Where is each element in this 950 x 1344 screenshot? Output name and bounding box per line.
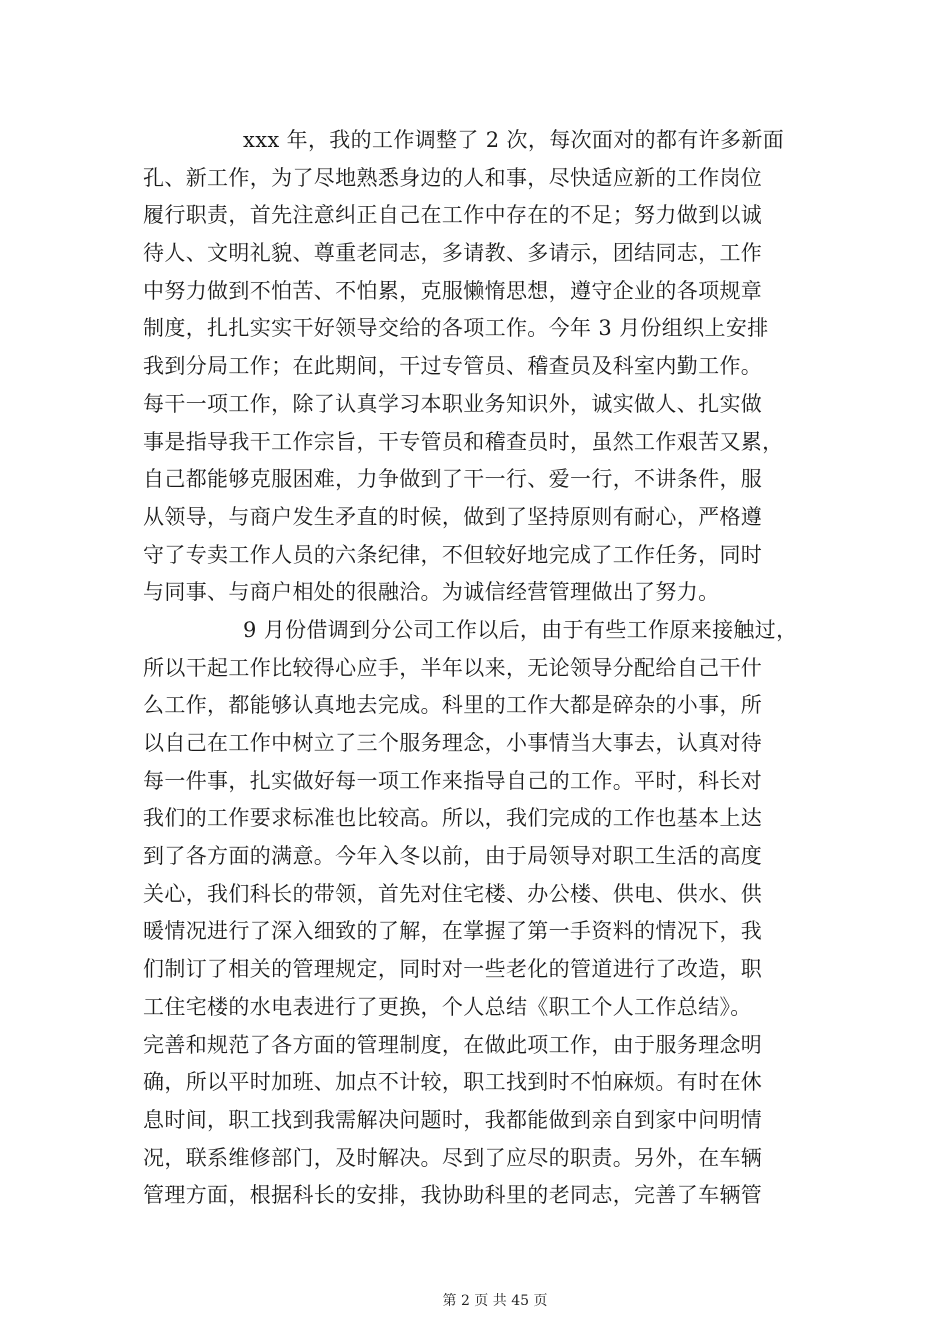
paragraph-1-line: 自己都能够克服困难，力争做到了干一行、爱一行，不讲条件，服 bbox=[143, 467, 763, 492]
paragraph-2-line: 么工作，都能够认真地去完成。科里的工作大都是碎杂的小事，所 bbox=[143, 693, 763, 718]
paragraph-2-line: 完善和规范了各方面的管理制度，在做此项工作，由于服务理念明 bbox=[143, 1032, 763, 1057]
paragraph-2-line: 们制订了相关的管理规定，同时对一些老化的管道进行了改造，职 bbox=[143, 957, 763, 982]
paragraph-1-line: 事是指导我干工作宗旨，干专管员和稽查员时，虽然工作艰苦又累， bbox=[143, 429, 784, 454]
paragraph-1-line: 我到分局工作；在此期间，干过专管员、稽查员及科室内勤工作。 bbox=[143, 354, 763, 379]
paragraph-1-line: 孔、新工作，为了尽地熟悉身边的人和事，尽快适应新的工作岗位 bbox=[143, 165, 763, 190]
paragraph-2-line: 我们的工作要求标准也比较高。所以，我们完成的工作也基本上达 bbox=[143, 806, 763, 831]
paragraph-1-line: 中努力做到不怕苦、不怕累，克服懒惰思想，遵守企业的各项规章 bbox=[143, 278, 763, 303]
paragraph-2-line: 每一件事，扎实做好每一项工作来指导自己的工作。平时，科长对 bbox=[143, 768, 763, 793]
paragraph-2-line: 况，联系维修部门，及时解决。尽到了应尽的职责。另外，在车辆 bbox=[143, 1145, 763, 1170]
paragraph-1-line: 每干一项工作，除了认真学习本职业务知识外，诚实做人、扎实做 bbox=[143, 391, 763, 416]
paragraph-1-line: 与同事、与商户相处的很融洽。为诚信经营管理做出了努力。 bbox=[143, 580, 720, 605]
paragraph-1-line: 守了专卖工作人员的六条纪律，不但较好地完成了工作任务，同时 bbox=[143, 542, 763, 567]
paragraph-2-line: 管理方面，根据科长的安排，我协助科里的老同志，完善了车辆管 bbox=[143, 1183, 763, 1208]
paragraph-2-line: 关心，我们科长的带领，首先对住宅楼、办公楼、供电、供水、供 bbox=[143, 881, 763, 906]
paragraph-2-line: 息时间，职工找到我需解决问题时，我都能做到亲自到家中问明情 bbox=[143, 1107, 763, 1132]
paragraph-1-line: 制度，扎扎实实干好领导交给的各项工作。今年 3 月份组织上安排 bbox=[143, 316, 769, 341]
paragraph-1-line: xxx 年，我的工作调整了 2 次，每次面对的都有许多新面 bbox=[243, 128, 785, 152]
paragraph-1-line: 履行职责，首先注意纠正自己在工作中存在的不足；努力做到以诚 bbox=[143, 203, 763, 228]
paragraph-2-line: 所以干起工作比较得心应手，半年以来，无论领导分配给自己干什 bbox=[143, 655, 763, 680]
paragraph-2-line: 暖情况进行了深入细致的了解，在掌握了第一手资料的情况下，我 bbox=[143, 919, 763, 944]
paragraph-1-line: 待人、文明礼貌、尊重老同志，多请教、多请示，团结同志，工作 bbox=[143, 241, 763, 266]
paragraph-2-line: 以自己在工作中树立了三个服务理念，小事情当大事去，认真对待 bbox=[143, 731, 763, 755]
paragraph-1-line: 从领导，与商户发生矛直的时候，做到了坚持原则有耐心，严格遵 bbox=[143, 504, 763, 529]
paragraph-2-line: 9 月份借调到分公司工作以后，由于有些工作原来接触过， bbox=[243, 617, 798, 642]
body-text bbox=[143, 122, 823, 1215]
page-footer bbox=[0, 1290, 950, 1310]
paragraph-2-line: 到了各方面的满意。今年入冬以前，由于局领导对职工生活的高度 bbox=[143, 844, 763, 869]
page-number: 第 2 页 共 45 页 bbox=[442, 1293, 548, 1309]
paragraph-2-line: 工住宅楼的水电表进行了更换，个人总结《职工个人工作总结》。 bbox=[143, 994, 752, 1019]
paragraph-2-line: 确，所以平时加班、加点不计较，职工找到时不怕麻烦。有时在休 bbox=[143, 1070, 763, 1095]
